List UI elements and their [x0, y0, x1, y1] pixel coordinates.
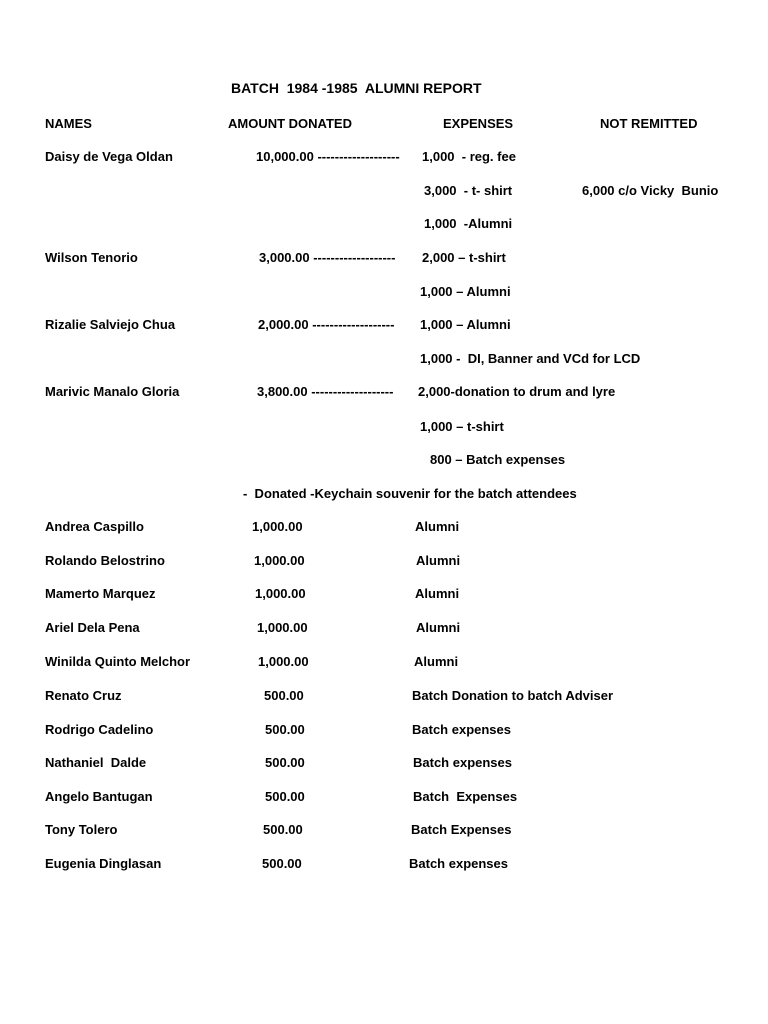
donor-amount: 500.00: [263, 822, 303, 837]
header-expenses: EXPENSES: [443, 116, 514, 131]
entry-expense: 1,000 - reg. fee: [422, 149, 516, 164]
donor-purpose: Alumni: [415, 586, 460, 601]
report-title: BATCH 1984 -1985 ALUMNI REPORT: [231, 80, 482, 96]
donor-name: Rodrigo Cadelino: [45, 722, 154, 737]
entry-amount: 10,000.00 -------------------: [256, 149, 400, 164]
header-amount: AMOUNT DONATED: [228, 116, 352, 131]
donor-amount: 500.00: [265, 722, 305, 737]
donor-purpose: Alumni: [414, 654, 459, 669]
donor-name: Winilda Quinto Melchor: [45, 654, 191, 669]
header-names: NAMES: [45, 116, 92, 131]
entry-name: Rizalie Salviejo Chua: [45, 317, 176, 332]
donor-purpose: Batch Expenses: [413, 789, 518, 804]
entry-expense: 3,000 - t- shirt: [424, 183, 513, 198]
donor-name: Eugenia Dinglasan: [45, 856, 162, 871]
donor-amount: 500.00: [262, 856, 302, 871]
donor-purpose: Alumni: [416, 553, 461, 568]
donor-purpose: Batch expenses: [409, 856, 508, 871]
donor-amount: 1,000.00: [252, 519, 303, 534]
entry-expense: 2,000 – t-shirt: [422, 250, 506, 265]
donor-purpose: Alumni: [415, 519, 460, 534]
entry-expense: 1,000 – Alumni: [420, 317, 511, 332]
donor-amount: 500.00: [264, 688, 304, 703]
donor-name: Tony Tolero: [45, 822, 118, 837]
donor-name: Andrea Caspillo: [45, 519, 144, 534]
entry-not-remitted: 6,000 c/o Vicky Bunio: [582, 183, 719, 198]
entry-expense: 1,000 – Alumni: [420, 284, 511, 299]
donor-amount: 500.00: [265, 755, 305, 770]
donor-name: Mamerto Marquez: [45, 586, 156, 601]
header-not-remitted: NOT REMITTED: [600, 116, 698, 131]
donor-name: Rolando Belostrino: [45, 553, 165, 568]
entry-expense: 2,000-donation to drum and lyre: [418, 384, 616, 399]
donor-amount: 1,000.00: [254, 553, 305, 568]
donor-purpose: Batch Expenses: [411, 822, 512, 837]
entry-name: Marivic Manalo Gloria: [45, 384, 180, 399]
donor-purpose: Batch expenses: [412, 722, 511, 737]
donor-name: Ariel Dela Pena: [45, 620, 140, 635]
entry-amount: 3,000.00 -------------------: [259, 250, 396, 265]
donor-purpose: Batch Donation to batch Adviser: [412, 688, 614, 703]
entry-expense: 1,000 - DI, Banner and VCd for LCD: [420, 351, 641, 366]
donor-name: Nathaniel Dalde: [45, 755, 147, 770]
donor-amount: 1,000.00: [258, 654, 309, 669]
entry-amount: 2,000.00 -------------------: [258, 317, 395, 332]
donor-amount: 1,000.00: [257, 620, 308, 635]
donor-name: Renato Cruz: [45, 688, 122, 703]
entry-name: Wilson Tenorio: [45, 250, 138, 265]
entry-amount: 3,800.00 -------------------: [257, 384, 394, 399]
donor-amount: 500.00: [265, 789, 305, 804]
donor-name: Angelo Bantugan: [45, 789, 153, 804]
donor-purpose: Batch expenses: [413, 755, 512, 770]
entry-expense: 1,000 -Alumni: [424, 216, 513, 231]
entry-expense: 800 – Batch expenses: [430, 452, 566, 467]
donor-amount: 1,000.00: [255, 586, 306, 601]
keychain-note: - Donated -Keychain souvenir for the batch attendees: [243, 486, 577, 501]
donor-purpose: Alumni: [416, 620, 461, 635]
entry-expense: 1,000 – t-shirt: [420, 419, 504, 434]
entry-name: Daisy de Vega Oldan: [45, 149, 173, 164]
